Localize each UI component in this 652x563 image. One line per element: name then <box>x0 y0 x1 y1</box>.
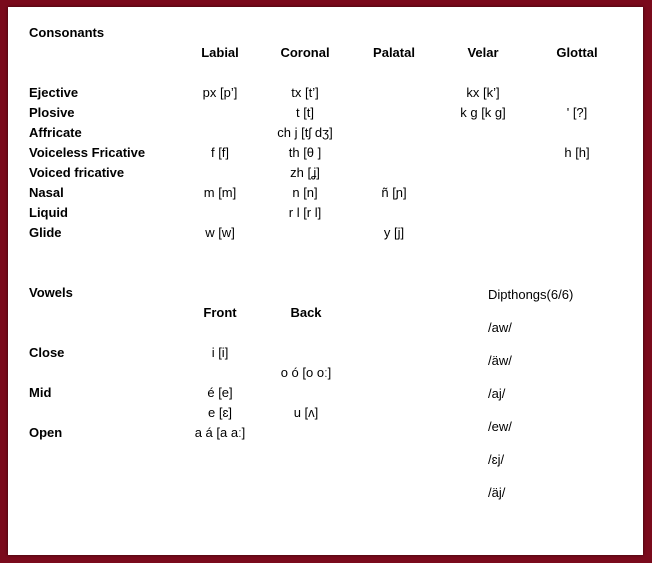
cell-plosive-coronal: t [t] <box>295 105 315 120</box>
col-header-velar: Velar <box>467 45 499 60</box>
vowel-mid-front-open: e [ɛ] <box>207 405 233 420</box>
vowel-mid-front-close: é [e] <box>207 385 233 400</box>
cell-voiceless-fricative-labial: f [f] <box>210 145 230 160</box>
cell-voiceless-fricative-coronal: th [θ ] <box>288 145 322 160</box>
vowel-close-front: i [i] <box>211 345 229 360</box>
vowel-label-close: Close <box>29 345 65 360</box>
cell-glide-palatal: y [j] <box>383 225 405 240</box>
diphthong-item: /ɛj/ <box>488 452 505 467</box>
cell-ejective-velar: kx [k’] <box>466 85 500 100</box>
cell-affricate-coronal: ch j [tʃ dʒ] <box>277 125 333 140</box>
cell-plosive-glottal: ' [?] <box>566 105 588 120</box>
cell-nasal-coronal: n [n] <box>292 185 318 200</box>
diphthong-item: /äw/ <box>488 353 512 368</box>
col-header-palatal: Palatal <box>373 45 415 60</box>
row-label-ejective: Ejective <box>29 85 79 100</box>
row-label-glide: Glide <box>29 225 62 240</box>
vowel-col-header-back: Back <box>290 305 322 320</box>
cell-nasal-palatal: ñ [ɲ] <box>381 185 407 200</box>
cell-plosive-velar: k g [k g] <box>460 105 506 120</box>
cell-voiced-fricative-coronal: zh [ʝ] <box>290 165 320 180</box>
vowel-label-open: Open <box>29 425 63 440</box>
consonants-title: Consonants <box>29 25 105 40</box>
cell-nasal-labial: m [m] <box>203 185 237 200</box>
vowel-label-mid: Mid <box>29 385 52 400</box>
diphthong-item: /aj/ <box>488 386 506 401</box>
document-page <box>8 7 643 555</box>
row-label-affricate: Affricate <box>29 125 82 140</box>
cell-liquid-coronal: r l [r l] <box>288 205 322 220</box>
diphthong-item: /äj/ <box>488 485 506 500</box>
cell-voiceless-fricative-glottal: h [h] <box>564 145 590 160</box>
vowels-title: Vowels <box>29 285 73 300</box>
vowel-col-header-front: Front <box>203 305 237 320</box>
row-label-plosive: Plosive <box>29 105 75 120</box>
row-label-nasal: Nasal <box>29 185 64 200</box>
col-header-labial: Labial <box>201 45 239 60</box>
row-label-liquid: Liquid <box>29 205 68 220</box>
diphthong-item: /aw/ <box>488 320 512 335</box>
cell-ejective-coronal: tx [t’] <box>291 85 319 100</box>
col-header-coronal: Coronal <box>280 45 330 60</box>
cell-ejective-labial: px [p’] <box>202 85 238 100</box>
row-label-voiced-fricative: Voiced fricative <box>29 165 125 180</box>
row-label-voiceless-fricative: Voiceless Fricative <box>29 145 146 160</box>
diphthongs-title: Dipthongs(6/6) <box>488 287 574 302</box>
vowel-open-front: a á [a aː] <box>194 425 246 440</box>
vowel-close-mid-back: o ó [o oː] <box>280 365 332 380</box>
diphthong-item: /ew/ <box>488 419 512 434</box>
col-header-glottal: Glottal <box>556 45 598 60</box>
cell-glide-labial: w [w] <box>205 225 235 240</box>
vowel-open-mid-back: u [ʌ] <box>293 405 319 420</box>
